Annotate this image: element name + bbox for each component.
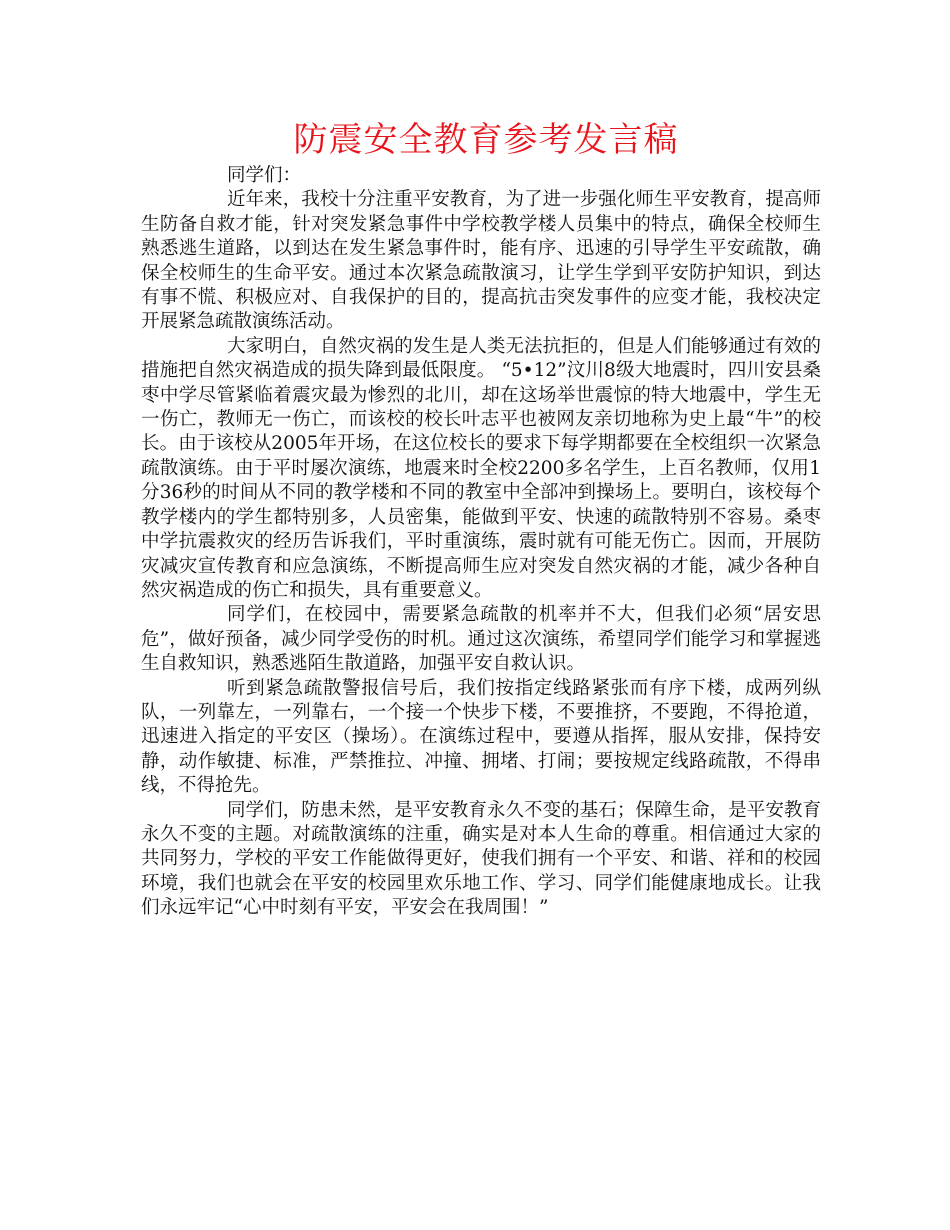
document-body [141,164,821,921]
paragraph-4: 听到紧急疏散警报信号后，我们按指定线路紧张而有序下楼，成两列纵队，一列靠左，一列靠右，一个接一个快步下楼，不要推挤，不要跑，不得抢道，迅速进入指定的平安区（操场）。在演练过程中，要遵从指挥，服从安排，保持安静，动作敏捷、标准，严禁推拉、冲撞、拥堵、打闹；要按规定线路疏散，不得串线，不得抢先。 [141,677,821,797]
paragraph-2: 大家明白，自然灾祸的发生是人类无法抗拒的，但是人们能够通过有效的措施把自然灾祸造成的损失降到最低限度。 “5•12”汶川8级大地震时，四川安县桑枣中学尽管紧临着震灾最为惨烈的北川，却在这场举世震惊的特大地震中，学生无一伤亡，教师无一伤亡，而该校的校长叶志平也被网友亲切地称为史上最“牛”的校长。由于该校从2005年开场，在这位校长的要求下每学期都要在全校组织一次紧急疏散演练。由于平时屡次演练，地震来时全校2200多名学生，上百名教师，仅用1分36秒的时间从不同的教学楼和不同的教室中全部冲到操场上。要明白，该校每个教学楼内的学生都特别多，人员密集，能做到平安、快速的疏散特别不容易。桑枣中学抗震救灾的经历告诉我们，平时重演练，震时就有可能无伤亡。因而，开展防灾减灾宣传教育和应急演练，不断提高师生应对突发自然灾祸的才能，减少各种自然灾祸造成的伤亡和损失，具有重要意义。 [141,335,821,601]
document-title: 防震安全教育参考发言稿 [293,120,679,160]
paragraph-1: 近年来，我校十分注重平安教育，为了进一步强化师生平安教育，提高师生防备自救才能，针对突发紧急事件中学校教学楼人员集中的特点，确保全校师生熟悉逃生道路，以到达在发生紧急事件时，能有序、迅速的引导学生平安疏散，确保全校师生的生命平安。通过本次紧急疏散演习，让学生学到平安防护知识，到达有事不慌、积极应对、自我保护的目的，提高抗击突发事件的应变才能，我校决定开展紧急疏散演练活动。 [141,189,821,333]
salutation: 同学们： [227,165,302,186]
paragraph-3: 同学们，在校园中，需要紧急疏散的机率并不大，但我们必须“居安思危”，做好预备，减少同学受伤的时机。通过这次演练，希望同学们能学习和掌握逃生自救知识，熟悉逃陌生散道路，加强平安自救认识。 [141,604,821,675]
paragraph-5: 同学们，防患未然，是平安教育永久不变的基石；保障生命，是平安教育永久不变的主题。对疏散演练的注重，确实是对本人生命的尊重。相信通过大家的共同努力，学校的平安工作能做得更好，使我们拥有一个平安、和谐、祥和的校园环境，我们也就会在平安的校园里欢乐地工作、学习、同学们能健康地成长。让我们永远牢记“心中时刻有平安，平安会在我周围！” [141,799,821,919]
document-page [141,118,821,921]
